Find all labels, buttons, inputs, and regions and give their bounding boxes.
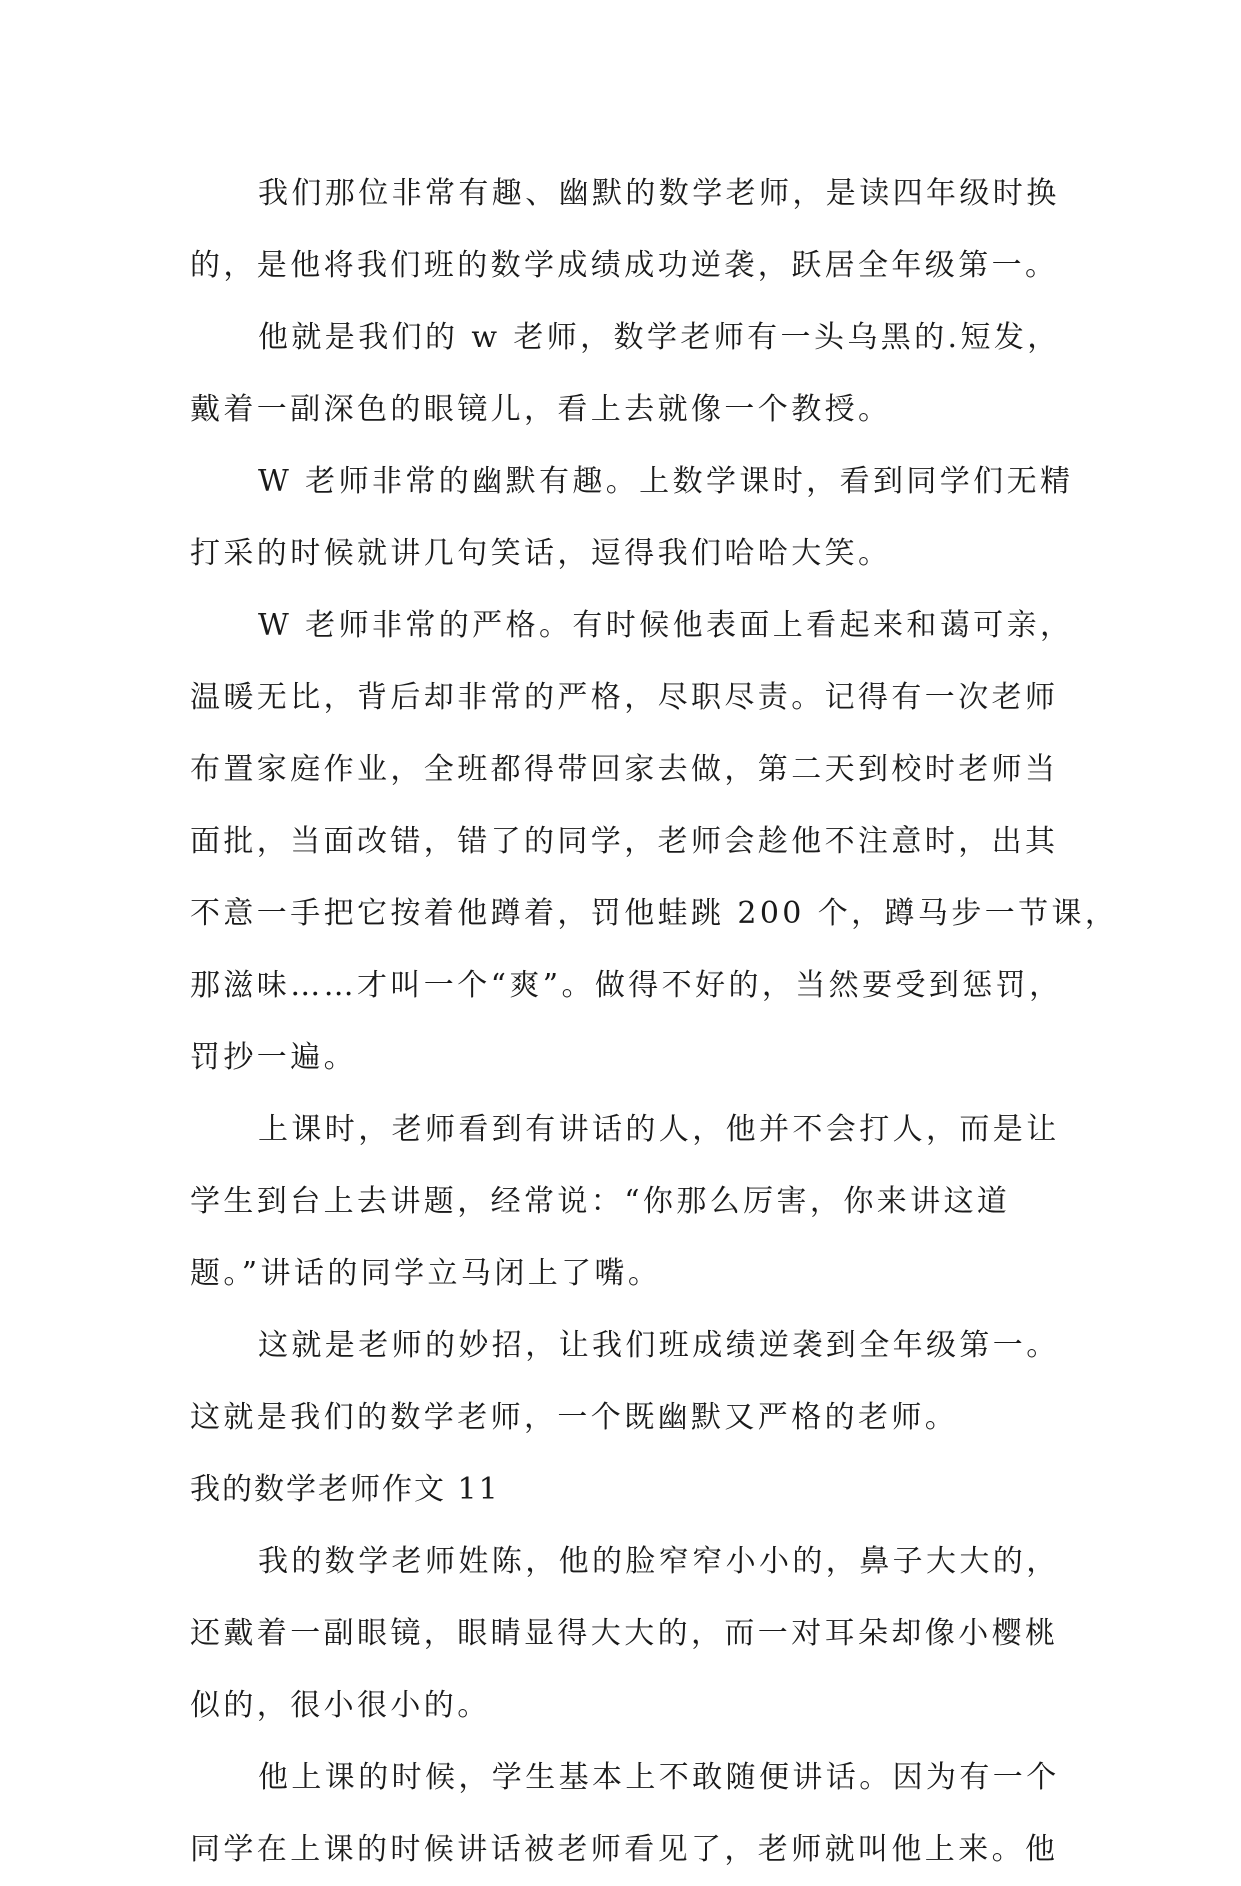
text-line: 打采的时候就讲几句笑话，逗得我们哈哈大笑。 [190,536,892,571]
text-line: 这就是我们的数学老师，一个既幽默又严格的老师。 [190,1400,959,1435]
text-line: 的，是他将我们班的数学成绩成功逆袭，跃居全年级第一。 [190,248,1059,283]
text-line: 还戴着一副眼镜，眼睛显得大大的，而一对耳朵却像小樱桃 [190,1616,1059,1651]
text-line: 同学在上课的时候讲话被老师看见了，老师就叫他上来。他 [190,1832,1059,1867]
text-line: 温暖无比，背后却非常的严格，尽职尽责。记得有一次老师 [190,680,1059,715]
text-line: 我们那位非常有趣、幽默的数学老师，是读四年级时换 [258,176,1060,211]
text-line: 他就是我们的 w 老师，数学老师有一头乌黑的.短发， [258,320,1061,355]
text-line: 面批，当面改错，错了的同学，老师会趁他不注意时，出其 [190,824,1059,859]
text-line: 上课时，老师看到有讲话的人，他并不会打人，而是让 [258,1112,1060,1147]
text-line: 学生到台上去讲题，经常说：“你那么厉害，你来讲这道 [190,1184,1011,1219]
text-line: 罚抄一遍。 [190,1040,357,1075]
text-line: 不意一手把它按着他蹲着，罚他蛙跳 200 个，蹲马步一节课， [190,896,1119,931]
text-line: 他上课的时候，学生基本上不敢随便讲话。因为有一个 [258,1760,1060,1795]
text-line: W 老师非常的严格。有时候他表面上看起来和蔼可亲， [258,608,1074,643]
text-line: 似的，很小很小的。 [190,1688,491,1723]
text-line: 那滋味……才叫一个“爽”。做得不好的，当然要受到惩罚， [190,968,1063,1003]
text-line: 布置家庭作业，全班都得带回家去做，第二天到校时老师当 [190,752,1059,787]
text-line: 我的数学老师姓陈，他的脸窄窄小小的，鼻子大大的， [258,1544,1060,1579]
text-line: W 老师非常的幽默有趣。上数学课时，看到同学们无精 [258,464,1074,499]
text-line: 这就是老师的妙招，让我们班成绩逆袭到全年级第一。 [258,1328,1060,1363]
essay-body [190,158,1119,1886]
section-title: 我的数学老师作文 11 [190,1472,500,1507]
text-line: 题。”讲话的同学立马闭上了嘴。 [190,1256,662,1291]
text-line: 戴着一副深色的眼镜儿，看上去就像一个教授。 [190,392,892,427]
